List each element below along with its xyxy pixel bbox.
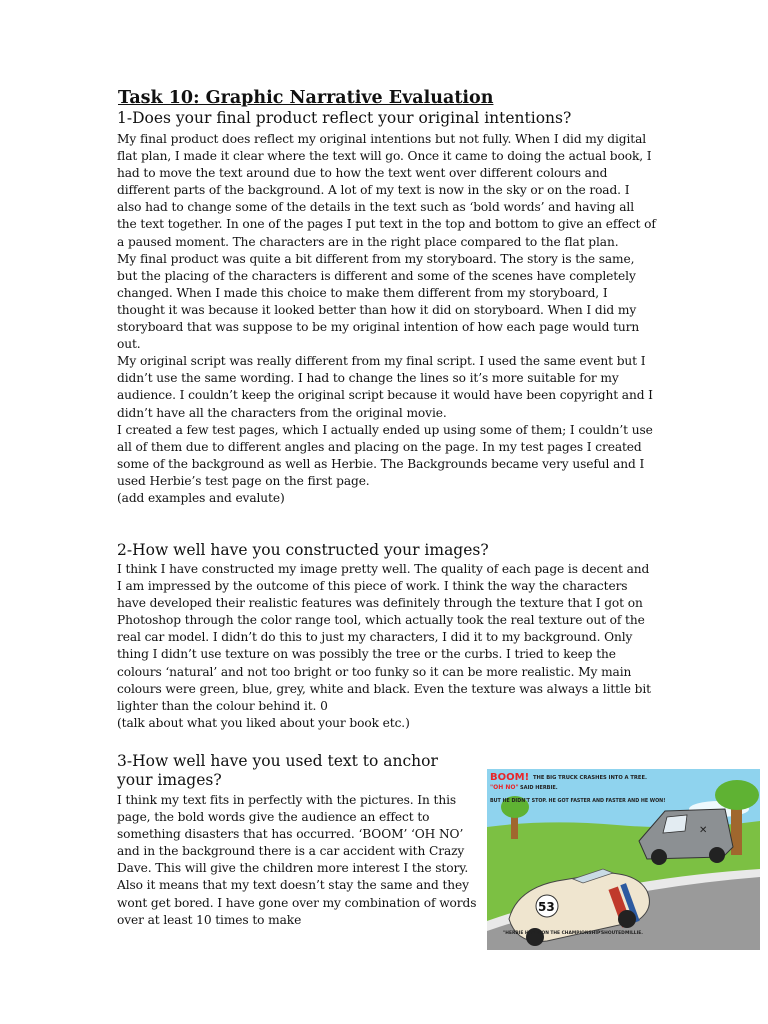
comic-page-image [487, 769, 760, 950]
comic-illustration [487, 769, 760, 950]
page-title: Task 10: Graphic Narrative Evaluation [118, 88, 494, 108]
comic-said-herbie: SAID HERBIE. [520, 785, 558, 791]
answer-1-paragraph: My original script was really different from my final script. I used the same event but I didn’t use the same wording. I had to change the lines so it’s more suitable for my audience. I couldn’t keep the original script because it would have been copyright and I didn’t have all the characters from the original movie. [117, 354, 653, 420]
comic-caption-line1: THE BIG TRUCK CRASHES INTO A TREE. [533, 775, 647, 781]
comic-speaker: MILLIE. [625, 931, 643, 936]
question-1-heading: 1-Does your final product reflect your original intentions? [117, 109, 572, 127]
comic-boom-text: BOOM! [490, 772, 530, 783]
answer-1-paragraph: My final product does reflect my original intentions but not fully. When I did my digital flat plan, I made it clear where the text will go. Once it came to doing the actual book, I had to move the text around due to how the text went over different colours and different parts of the background. A lot of my text is now in the sky or on the road. I also had to change some of the details in the text such as ‘bold words’ and having all the text together. In one of the pages I put text in the top and bottom to give an effect of a paused moment. The characters are in the right place compared to the flat plan. [117, 132, 656, 249]
answer-1-paragraph: I created a few test pages, which I actually ended up using some of them; I couldn’t use all of them due to different angles and placing on the page. In my test pages I created some of the background as well as Herbie. The Backgrounds became very useful and I used Herbie’s test page on the first page. [117, 422, 653, 488]
answer-1 [117, 131, 657, 507]
answer-2-note: (talk about what you liked about your book etc.) [117, 715, 410, 730]
comic-caption-line3: BUT HE DIDN'T STOP. HE GOT FASTER AND FASTER AND HE WON! [490, 799, 666, 804]
car-number: 53 [538, 900, 555, 914]
question-3-heading: 3-How well have you used text to anchor your images? [117, 752, 438, 789]
svg-text:✕: ✕ [699, 825, 708, 836]
answer-3-paragraph: I think my text fits in perfectly with the pictures. In this page, the bold words give the audience an effect to something disasters that has occurred. ‘BOOM’ ‘OH NO’ and in the background there is a car accident with Crazy Dave. This will give the children more interest I the story. Also it means that my text doesn’t stay the same and they wont get bored. I have gone over my combination of words over at least 10 times to make [117, 793, 477, 927]
comic-oh-no-text: "OH NO" [490, 784, 519, 791]
answer-3 [117, 792, 479, 929]
answer-2 [117, 561, 653, 732]
question-2-heading: 2-How well have you constructed your images? [117, 541, 489, 559]
comic-bottom-quote: "HERBIE HAS WON THE CHAMPIONSHIP" [503, 931, 603, 936]
answer-2-paragraph: I think I have constructed my image pretty well. The quality of each page is decent and I am impressed by the outcome of this piece of work. I think the way the characters have developed their realistic features was definitely through the texture that I got on Photoshop through the color range tool, which actually took the real texture out of the real car model. I didn’t do this to just my characters, I did it to my background. Only thing I didn’t use texture on was possibly the tree or the curbs. I tried to keep the colours ‘natural’ and not too bright or too funky so it can be more realistic. My main colours were green, blue, grey, white and black. Even the texture was always a little bit lighter than the colour behind it. 0 [117, 562, 651, 713]
comic-shouted: SHOUTED [601, 931, 625, 936]
answer-1-note: (add examples and evalute) [117, 490, 285, 505]
answer-1-paragraph: My final product was quite a bit different from my storyboard. The story is the same, but the placing of the characters is different and some of the scenes have completely changed. When I made this choice to make them different from my storyboard, I thought it was because it looked better than how it did on storyboard. When I did my storyboard that was suppose to be my original intention of how each page would turn out. [117, 251, 640, 352]
